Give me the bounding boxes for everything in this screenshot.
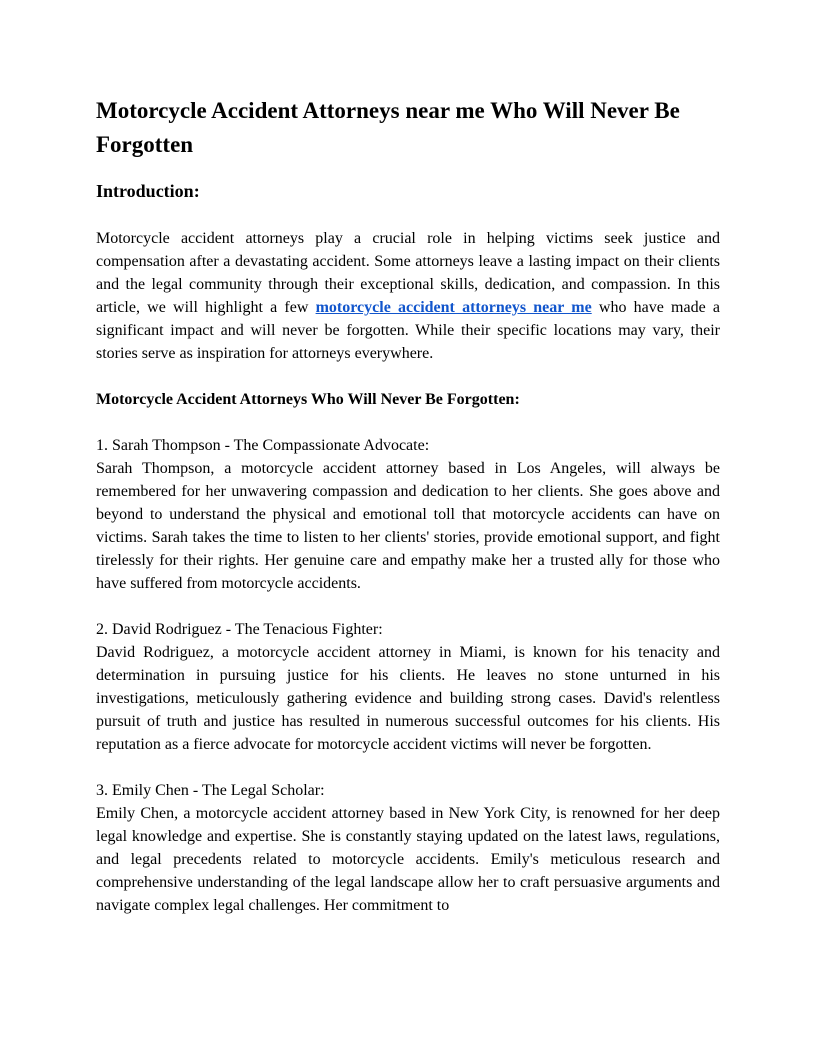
attorney-title: 3. Emily Chen - The Legal Scholar: [96, 782, 325, 799]
section-heading: Motorcycle Accident Attorneys Who Will Never Be Forgotten: [96, 391, 520, 408]
attorney-entry-3 [96, 779, 720, 917]
intro-heading: Introduction: [96, 181, 200, 201]
intro-text-after-link: who have made a significant impact and will never be forgotten. While their specific locations may vary, their stories serve as inspiration for attorneys everywhere. [96, 299, 721, 362]
attorney-body: Emily Chen, a motorcycle accident attorney based in New York City, is renowned for her deep legal knowledge and expertise. She is constantly staying updated on the latest laws, regulations, and legal precedents related to motorcycle accidents. Emily's meticulous research and comprehensive understanding of the legal landscape allow her to craft persuasive arguments and navigate complex legal challenges. Her commitment to [96, 805, 720, 914]
attorney-entry-2 [96, 618, 720, 756]
document-page [96, 94, 720, 940]
attorney-body: David Rodriguez, a motorcycle accident attorney in Miami, is known for his tenacity and determination in pursuing justice for his clients. He leaves no stone unturned in his investigations, meticulously gathering evidence and building strong cases. David's relentless pursuit of truth and justice has resulted in numerous successful outcomes for his clients. His reputation as a fierce advocate for motorcycle accident victims will never be forgotten. [96, 644, 720, 753]
attorney-title: 1. Sarah Thompson - The Compassionate Advocate: [96, 437, 430, 454]
attorney-body: Sarah Thompson, a motorcycle accident attorney based in Los Angeles, will always be remembered for her unwavering compassion and dedication to her clients. She goes above and beyond to understand the physical and emotional toll that motorcycle accidents can have on victims. Sarah takes the time to listen to her clients' stories, provide emotional support, and fight tirelessly for their rights. Her genuine care and empathy make her a trusted ally for those who have suffered from motorcycle accidents. [96, 460, 720, 592]
page-title: Motorcycle Accident Attorneys near me Who Will Never Be Forgotten [96, 98, 680, 157]
attorneys-near-me-link[interactable]: motorcycle accident attorneys near me [315, 299, 592, 316]
attorney-title: 2. David Rodriguez - The Tenacious Fighter: [96, 621, 383, 638]
attorney-entry-1 [96, 434, 720, 595]
intro-paragraph [96, 227, 720, 365]
intro-text-before-link: Motorcycle accident attorneys play a crucial role in helping victims seek justice and compensation after a devastating accident. Some attorneys leave a lasting impact on their clients and the legal community through their exceptional skills, dedication, and compassion. In this article, we will highlight a few [96, 230, 720, 316]
